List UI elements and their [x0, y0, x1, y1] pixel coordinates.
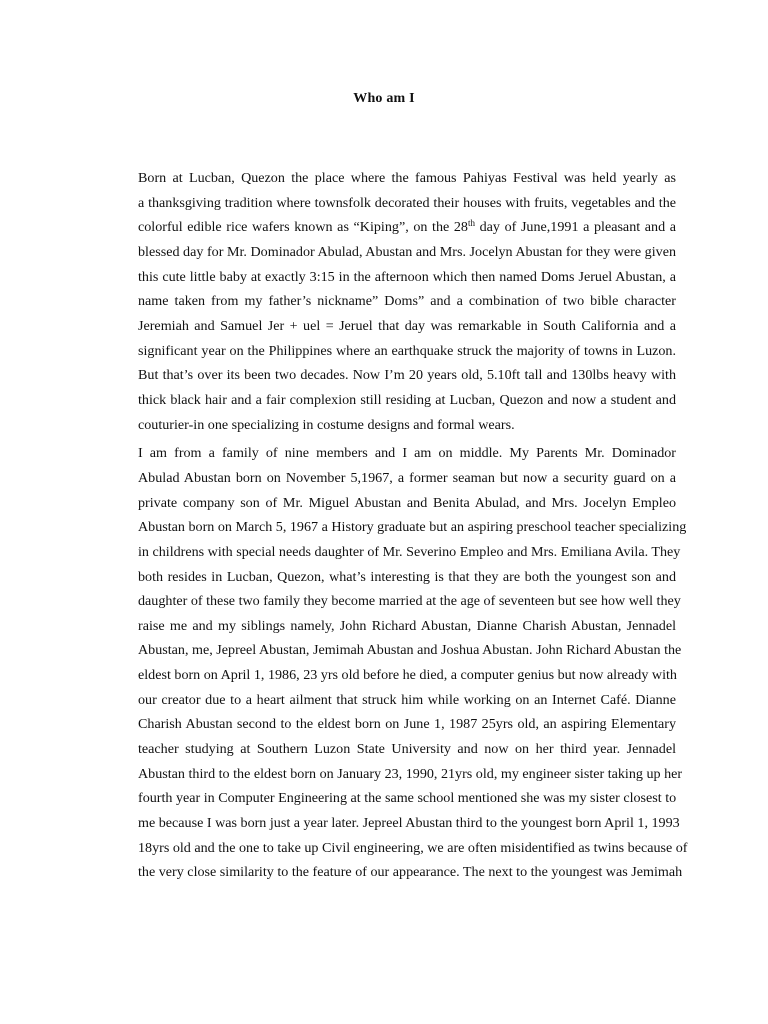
- text-line: I am from a family of nine members and I am on middle. My Parents Mr. Dominador: [138, 445, 676, 462]
- text-line: me because I was born just a year later. Jepreel Abustan third to the youngest born April 1, 1993: [138, 815, 680, 832]
- text-line: 18yrs old and the one to take up Civil engineering, we are often misidentified as twins because of: [138, 839, 688, 856]
- text-line: the very close similarity to the feature of our appearance. The next to the youngest was Jemimah: [138, 864, 683, 881]
- text-line: But that’s over its been two decades. Now I’m 20 years old, 5.10ft tall and 130lbs heavy with: [138, 367, 676, 384]
- text-line: teacher studying at Southern Luzon State University and now on her third year. Jennadel: [138, 741, 676, 758]
- text-fragment: colorful edible rice wafers known as “Kiping”, on the 28: [138, 219, 468, 236]
- text-line: fourth year in Computer Engineering at the same school mentioned she was my sister closest to: [138, 790, 677, 807]
- text-line: Abulad Abustan born on November 5,1967, a former seaman but now a security guard on a: [138, 469, 676, 486]
- text-line: Jeremiah and Samuel Jer + uel = Jeruel that day was remarkable in South California and a: [138, 317, 676, 334]
- text-line: this cute little baby at exactly 3:15 in the afternoon which then named Doms Jeruel Abustan, a: [138, 268, 676, 285]
- text-line: eldest born on April 1, 1986, 23 yrs old before he died, a computer genius but now already with: [138, 667, 677, 684]
- text-line: raise me and my siblings namely, John Richard Abustan, Dianne Charish Abustan, Jennadel: [138, 617, 676, 634]
- text-line: thick black hair and a fair complexion still residing at Lucban, Quezon and now a student and: [138, 391, 676, 408]
- document-body: [92, 166, 688, 885]
- text-line: daughter of these two family they become married at the age of seventeen but see how well they: [138, 593, 681, 610]
- text-line: Abustan third to the eldest born on January 23, 1990, 21yrs old, my engineer sister taking up her: [138, 765, 683, 782]
- paragraph-1: [92, 166, 676, 437]
- text-line: Abustan, me, Jepreel Abustan, Jemimah Abustan and Joshua Abustan. John Richard Abustan the: [138, 642, 682, 659]
- paragraph-2: [92, 441, 688, 885]
- ordinal-superscript: th: [467, 218, 475, 229]
- text-line: private company son of Mr. Miguel Abustan and Benita Abulad, and Mrs. Jocelyn Empleo: [138, 494, 676, 511]
- text-line: blessed day for Mr. Dominador Abulad, Abustan and Mrs. Jocelyn Abustan for they were given: [138, 243, 676, 260]
- text-line: Born at Lucban, Quezon the place where the famous Pahiyas Festival was held yearly as: [138, 170, 676, 186]
- text-line: both resides in Lucban, Quezon, what’s interesting is that they are both the youngest son and: [138, 568, 676, 585]
- text-line: significant year on the Philippines where an earthquake struck the majority of towns in Luzon.: [138, 342, 676, 359]
- text-line: our creator due to a heart ailment that struck him while working on an Internet Café. Dianne: [138, 691, 676, 708]
- text-line: Charish Abustan second to the eldest born on June 1, 1987 25yrs old, an aspiring Elementary: [138, 716, 676, 733]
- document-title: Who am I: [353, 91, 415, 106]
- text-fragment: day of June,1991 a pleasant and a: [475, 219, 676, 236]
- text-line: in childrens with special needs daughter of Mr. Severino Empleo and Mrs. Emiliana Avila. They: [138, 543, 681, 560]
- text-line: couturier-in one specializing in costume designs and formal wears.: [138, 416, 515, 433]
- text-line: Abustan born on March 5, 1967 a History graduate but an aspiring preschool teacher specializing: [138, 519, 687, 536]
- text-line: a thanksgiving tradition where townsfolk decorated their houses with fruits, vegetables and the: [138, 194, 676, 211]
- text-line-with-superscript: [92, 215, 676, 240]
- text-line: name taken from my father’s nickname” Doms” and a combination of two bible character: [138, 293, 676, 310]
